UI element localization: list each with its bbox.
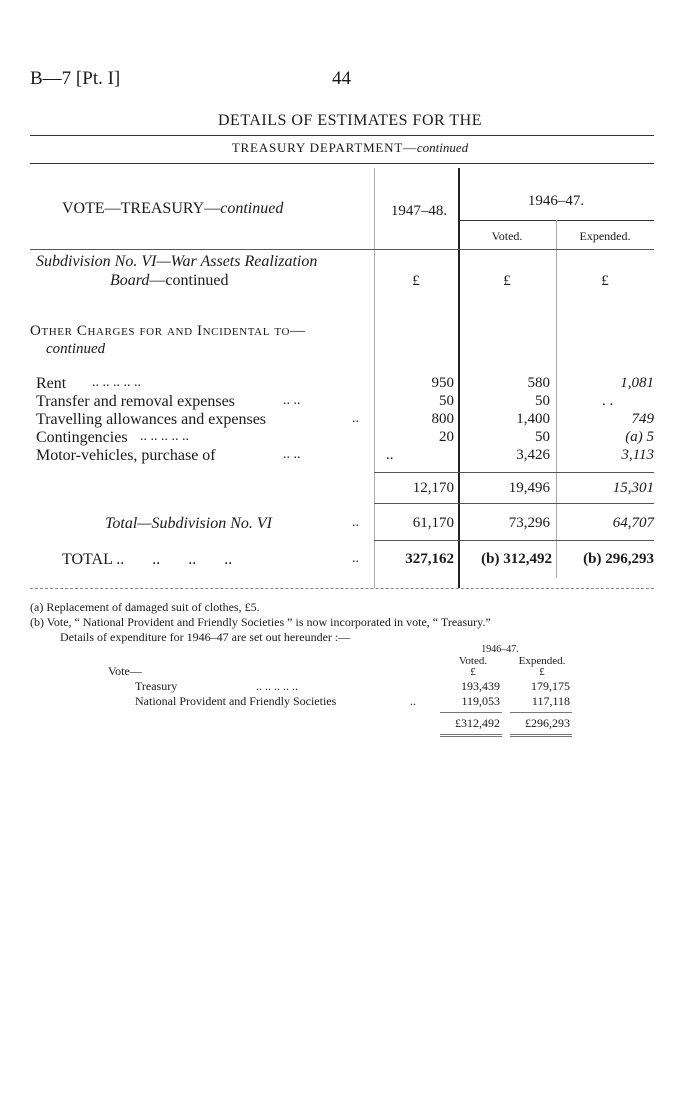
detail-double-rule-voted [440, 734, 502, 737]
detail-label: Treasury [135, 679, 178, 693]
grand-total-voted: (b) 312,492 [481, 551, 552, 567]
currency-1947: £ [412, 273, 420, 289]
detail-col-voted: Voted. [458, 655, 488, 667]
total-subdivision-voted: 73,296 [508, 515, 550, 531]
row-leaders: .. .. [283, 393, 301, 408]
subtotal-voted: 19,496 [508, 480, 550, 496]
row-label: Travelling allowances and expenses [36, 411, 267, 428]
grand-total-leaders-end: .. [352, 551, 359, 566]
row-voted: 50 [535, 429, 550, 445]
row-expended: 3,113 [621, 447, 654, 463]
col-header-1946: 1946–47. [527, 193, 585, 209]
col-header-expended: Expended. [579, 229, 631, 243]
row-label: Transfer and removal expenses [36, 393, 235, 410]
subtotal-1947: 12,170 [412, 480, 454, 496]
detail-col-expended: Expended. [518, 655, 566, 667]
detail-label: National Provident and Friendly Societies [135, 694, 337, 708]
detail-total-voted: £312,492 [455, 716, 500, 730]
subdivision-line1: Subdivision No. VI—War Assets Realization [36, 253, 318, 270]
row-1947: 950 [431, 375, 454, 391]
detail-currency-expended: £ [539, 666, 545, 678]
footnote-a: (a) Replacement of damaged suit of clothes, £5. [30, 600, 260, 614]
row-voted: 580 [527, 375, 550, 391]
row-leaders: .. .. .. .. .. [140, 429, 189, 444]
subtitle-continued: continued [416, 140, 469, 155]
subtitle-main: TREASURY DEPARTMENT— [231, 140, 417, 155]
vote-heading [62, 200, 283, 218]
row-expended: 749 [631, 411, 654, 427]
detail-expended: 179,175 [531, 679, 570, 693]
row-1947: .. [386, 447, 394, 463]
row-voted: 1,400 [516, 411, 550, 427]
detail-currency-voted: £ [470, 666, 476, 678]
other-charges-continued: continued [46, 341, 106, 357]
total-subdivision-label: Total—Subdivision No. VI [105, 515, 272, 532]
other-charges-heading: Other Charges for and Incidental to— [30, 323, 306, 339]
row-leaders: .. [352, 411, 359, 426]
row-1947: 800 [431, 411, 454, 427]
currency-voted: £ [503, 273, 511, 289]
detail-rule-expended [510, 712, 572, 713]
detail-total-expended: £296,293 [525, 716, 570, 730]
page-number: 44 [332, 68, 351, 89]
detail-vote-label: Vote— [108, 664, 142, 678]
row-expended: . . [602, 393, 614, 409]
row-leaders: .. .. [283, 447, 301, 462]
total-subdivision-leaders: .. [352, 515, 359, 530]
row-label: Motor-vehicles, purchase of [36, 447, 216, 464]
total-subdivision-expended: 64,707 [612, 515, 654, 531]
col-header-voted: Voted. [491, 229, 523, 243]
row-1947: 20 [439, 429, 454, 445]
title-rule [30, 135, 654, 136]
row-voted: 3,426 [516, 447, 550, 463]
row-expended: 1,081 [620, 375, 654, 391]
subdivision-board: Board [110, 272, 150, 289]
page-title: DETAILS OF ESTIMATES FOR THE [218, 112, 482, 129]
row-label: Rent [36, 375, 67, 392]
total-rule [374, 540, 654, 541]
total-subdivision-1947: 61,170 [412, 515, 454, 531]
detail-rule-voted [440, 712, 502, 713]
row-1947: 50 [439, 393, 454, 409]
subtotal-expended: 15,301 [612, 480, 654, 496]
currency-expended: £ [601, 273, 609, 289]
footnote-b: (b) Vote, “ National Provident and Friendly Societies ” is now incorporated in vote, “ Treasury.” [30, 615, 491, 629]
subdivision-line2 [110, 272, 229, 290]
page-subtitle [0, 140, 700, 156]
row-voted: 50 [535, 393, 550, 409]
page-reference: B—7 [Pt. I] [30, 68, 121, 89]
detail-double-rule-expended [510, 734, 572, 737]
subdivision-continued: —continued [149, 272, 229, 289]
row-leaders: .. .. .. .. .. [92, 375, 141, 390]
detail-expended: 117,118 [531, 694, 570, 708]
subtotal-bottom-rule [374, 503, 654, 504]
grand-total-expended: (b) 296,293 [583, 551, 654, 567]
vote-heading-main: VOTE—TREASURY— [62, 200, 221, 217]
vote-heading-continued: continued [220, 200, 284, 217]
subtotal-rule [374, 472, 654, 473]
detail-leaders: .. .. .. .. .. [256, 679, 298, 693]
detail-voted: 193,439 [461, 679, 500, 693]
header-rule [30, 249, 654, 250]
grand-total-label: TOTAL .. .. .. .. [62, 551, 233, 568]
detail-leaders: .. [410, 694, 416, 708]
detail-year: 1946–47. [481, 644, 519, 655]
row-expended: (a) 5 [625, 429, 654, 445]
subtitle-rule [30, 163, 654, 164]
footnote-b-details: Details of expenditure for 1946–47 are set out hereunder :— [60, 630, 351, 644]
col-header-1947: 1947–48. [390, 203, 448, 219]
detail-voted: 119,053 [461, 694, 500, 708]
grand-total-1947: 327,162 [405, 551, 454, 567]
table-bottom-rule [30, 588, 654, 589]
row-label: Contingencies [36, 429, 128, 446]
